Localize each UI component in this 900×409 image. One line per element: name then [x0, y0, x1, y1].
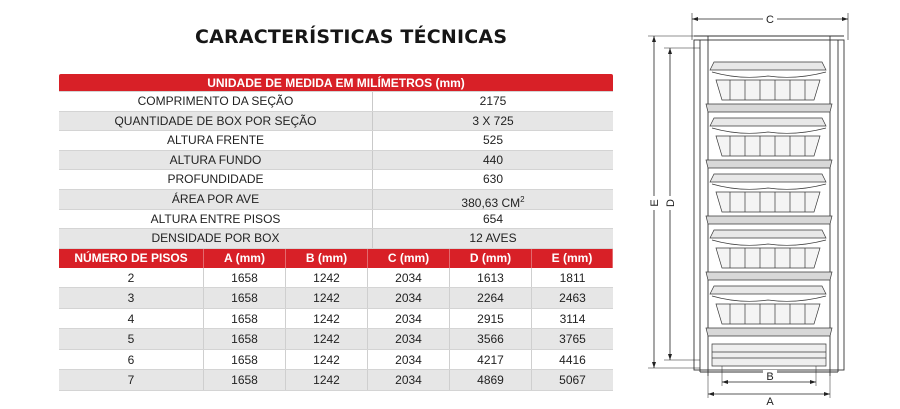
dimension-e-label: E — [649, 199, 661, 207]
table-row — [59, 350, 613, 371]
table-cell: 3 — [59, 288, 204, 308]
dims-header-cell: E (mm) — [532, 249, 613, 268]
table-cell: 5 — [59, 329, 204, 349]
unit-header: UNIDADE DE MEDIDA EM MILÍMETROS (mm) — [59, 74, 613, 92]
table-cell: 1242 — [286, 288, 368, 308]
table-cell: 1242 — [286, 350, 368, 370]
table-cell: 2034 — [368, 309, 450, 329]
dims-header-cell: A (mm) — [204, 249, 286, 268]
table-cell: 2 — [59, 268, 204, 288]
table-cell: 1658 — [204, 309, 286, 329]
table-cell: 1242 — [286, 329, 368, 349]
area-superscript: 2 — [520, 194, 525, 204]
spec-row — [59, 131, 613, 151]
spec-value: 525 — [482, 133, 504, 148]
area-value: 380,63 CM — [461, 195, 521, 210]
spec-label: ALTURA FRENTE — [59, 131, 373, 150]
table-cell: 4869 — [450, 370, 532, 390]
spec-row — [59, 112, 613, 132]
dims-header-cell: D (mm) — [450, 249, 532, 268]
dimension-b — [722, 366, 816, 386]
table-cell: 3765 — [559, 332, 586, 347]
page-title: CARACTERÍSTICAS TÉCNICAS — [195, 26, 508, 48]
spec-row — [59, 190, 613, 210]
table-cell: 1242 — [286, 309, 368, 329]
spec-label: ÁREA POR AVE — [59, 190, 373, 209]
dims-header-cell: NÚMERO DE PISOS — [59, 249, 204, 268]
table-cell: 3114 — [559, 311, 586, 326]
table-row — [59, 288, 613, 309]
spec-value — [373, 190, 613, 209]
spec-value: 2175 — [479, 94, 507, 108]
spec-value: 630 — [482, 172, 504, 187]
table-cell: 1811 — [559, 270, 586, 285]
spec-label: ALTURA ENTRE PISOS — [59, 210, 373, 229]
table-cell: 1658 — [204, 370, 286, 390]
spec-label: PROFUNDIDADE — [59, 170, 373, 189]
spec-label: DENSIDADE POR BOX — [59, 229, 373, 248]
dimension-d-label: D — [665, 199, 677, 207]
table-cell: 1242 — [286, 268, 368, 288]
table-cell: 1658 — [204, 350, 286, 370]
cage-technical-drawing — [630, 0, 900, 409]
table-cell: 2463 — [559, 291, 586, 306]
spec-label: COMPRIMENTO DA SEÇÃO — [59, 92, 373, 111]
dimension-b-label: B — [766, 371, 774, 383]
table-row — [59, 309, 613, 330]
spec-row — [59, 151, 613, 171]
table-cell: 1658 — [204, 268, 286, 288]
table-cell: 4416 — [559, 352, 586, 367]
table-row — [59, 329, 613, 350]
table-cell: 4217 — [450, 350, 532, 370]
dims-header-row — [59, 249, 613, 268]
dims-header-cell: C (mm) — [368, 249, 450, 268]
spec-value: 3 X 725 — [472, 113, 514, 128]
table-cell: 2034 — [368, 268, 450, 288]
dims-header-cell: B (mm) — [286, 249, 368, 268]
table-cell: 2034 — [368, 329, 450, 349]
table-cell: 1658 — [204, 329, 286, 349]
table-cell: 2034 — [368, 288, 450, 308]
spec-row — [59, 170, 613, 190]
spec-row — [59, 229, 613, 249]
dimension-c-label: C — [766, 14, 774, 26]
spec-value: 440 — [482, 152, 504, 167]
dimension-a-label: A — [766, 396, 774, 408]
spec-label: ALTURA FUNDO — [59, 151, 373, 170]
table-cell: 1242 — [286, 370, 368, 390]
table-cell: 6 — [59, 350, 204, 370]
spec-label: QUANTIDADE DE BOX POR SEÇÃO — [59, 112, 373, 131]
cage-tiers — [706, 62, 832, 366]
table-cell: 1658 — [204, 288, 286, 308]
table-cell: 2264 — [450, 288, 532, 308]
table-cell: 4 — [59, 309, 204, 329]
table-cell: 1613 — [450, 268, 532, 288]
table-cell: 7 — [59, 370, 204, 390]
spec-row — [59, 210, 613, 230]
spec-value: 12 AVES — [469, 231, 517, 246]
table-cell: 2034 — [368, 350, 450, 370]
table-cell: 2915 — [450, 309, 532, 329]
spec-value: 654 — [482, 211, 504, 226]
table-cell: 3566 — [450, 329, 532, 349]
spec-table — [59, 74, 613, 391]
table-cell: 5067 — [559, 373, 586, 388]
table-cell: 2034 — [368, 370, 450, 390]
table-row — [59, 268, 613, 289]
table-row — [59, 370, 613, 391]
spec-row — [59, 92, 613, 112]
